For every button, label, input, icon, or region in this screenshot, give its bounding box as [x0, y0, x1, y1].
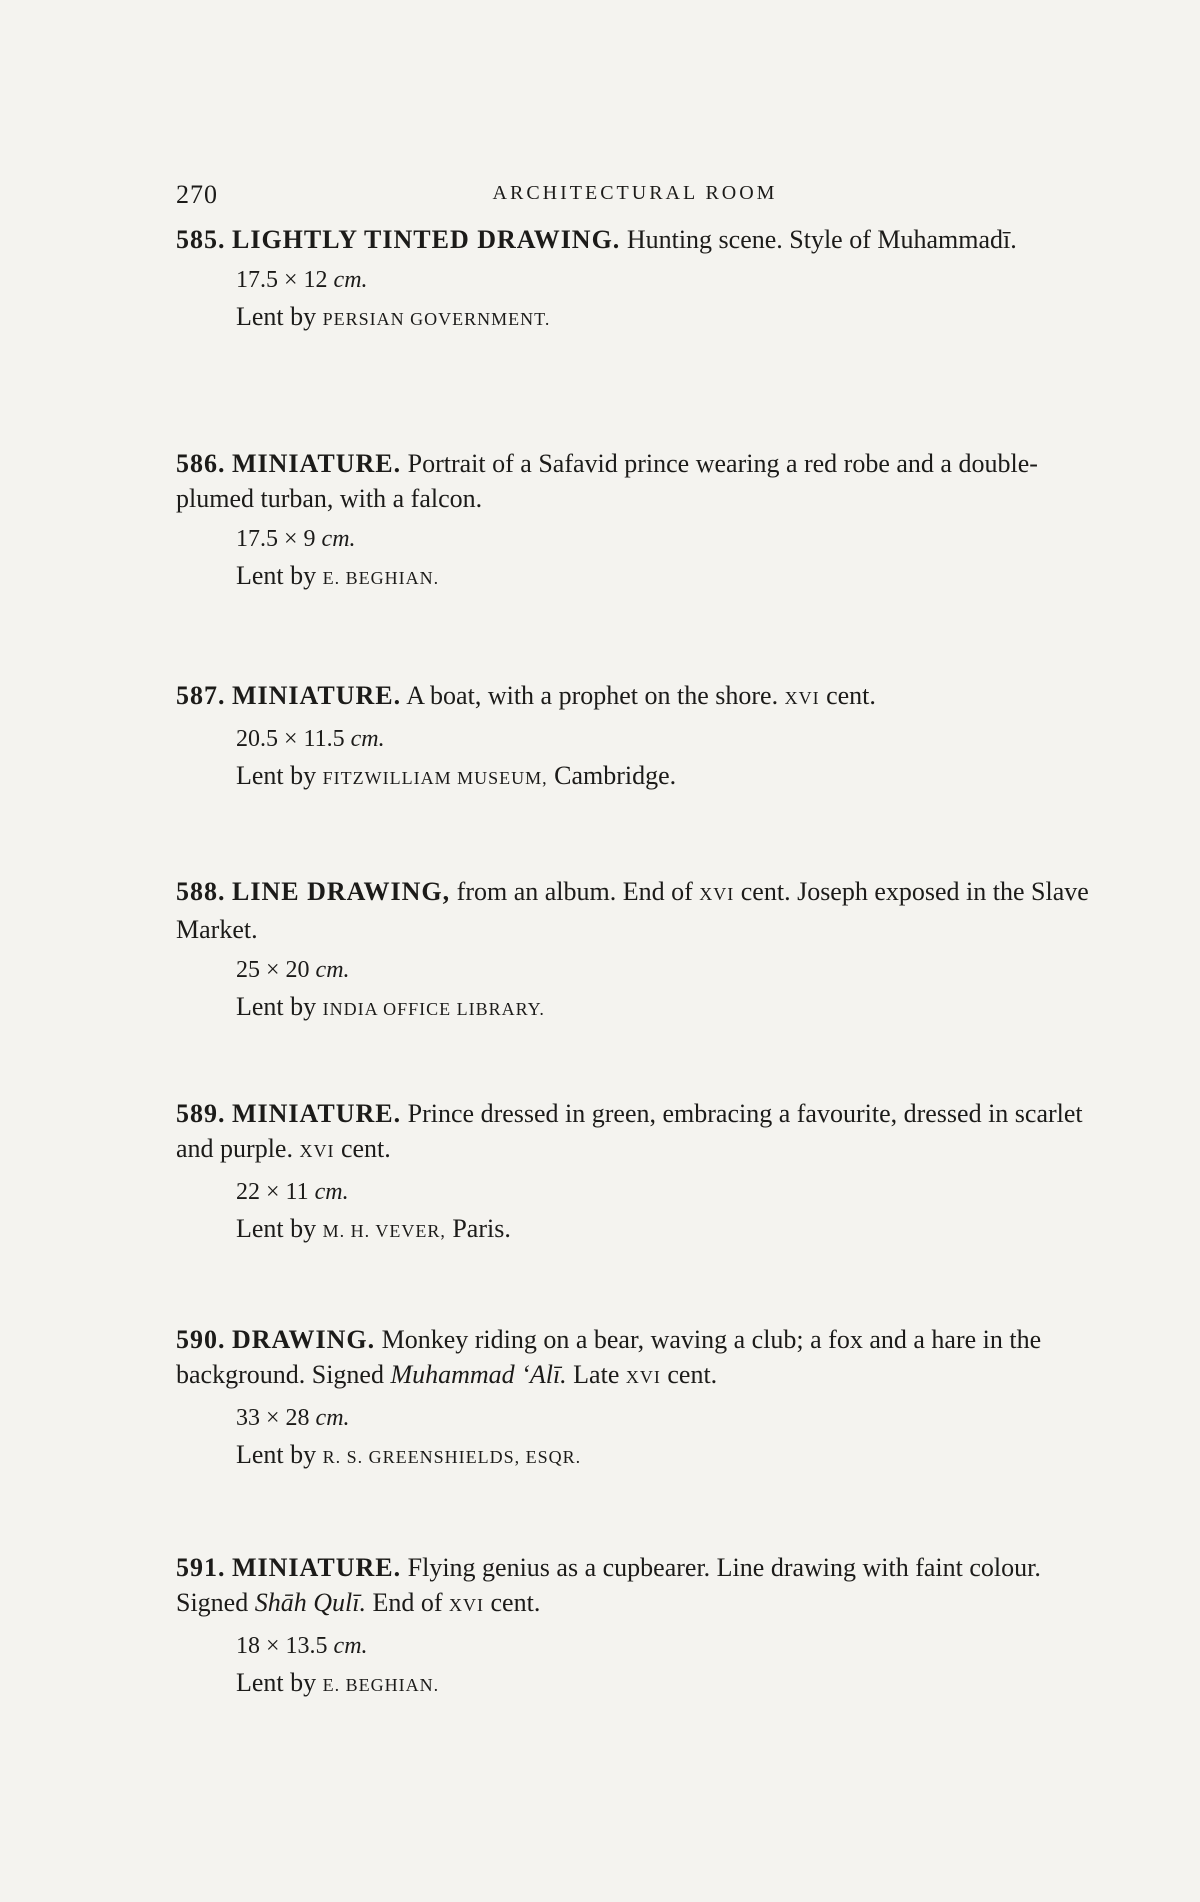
- dimension-values: 18 × 13.5: [236, 1633, 328, 1659]
- entry-description: Monkey riding on a bear, waving a club; a fox and a hare in the background. Signed: [176, 1325, 1042, 1389]
- entry-lender: [236, 1663, 1094, 1705]
- catalogue-entry-586: [176, 446, 1094, 598]
- lender-location: Cambridge.: [554, 761, 677, 790]
- entry-lender: [236, 556, 1094, 598]
- entry-number: 586.: [176, 449, 226, 478]
- lender-name: FITZWILLIAM MUSEUM,: [322, 768, 548, 788]
- entry-text: [176, 1550, 1094, 1623]
- dimension-unit: cm.: [315, 957, 350, 983]
- catalogue-entry-591: [176, 1550, 1094, 1705]
- lender-name: E. BEGHIAN.: [322, 1675, 440, 1695]
- century-numeral: XVI: [784, 688, 820, 708]
- entry-number: 585.: [176, 225, 226, 254]
- lender-name: M. H. VEVER,: [322, 1221, 446, 1241]
- lender-name: INDIA OFFICE LIBRARY.: [322, 999, 545, 1019]
- entry-text: [176, 1322, 1094, 1395]
- entry-number: 587.: [176, 681, 226, 710]
- page-header: [176, 180, 1094, 212]
- lent-by-label: Lent by: [236, 761, 317, 790]
- entry-number: 590.: [176, 1325, 226, 1354]
- entry-title: MINIATURE.: [232, 681, 402, 710]
- dimension-values: 33 × 28: [236, 1405, 310, 1431]
- lent-by-label: Lent by: [236, 561, 317, 590]
- entry-title: MINIATURE.: [232, 1553, 402, 1582]
- entry-text: [176, 1096, 1094, 1169]
- dimension-values: 20.5 × 11.5: [236, 726, 345, 752]
- lender-name: E. BEGHIAN.: [322, 568, 440, 588]
- entry-text: [176, 678, 1094, 716]
- entry-lender: [236, 987, 1094, 1029]
- lender-name: R. S. GREENSHIELDS, ESQR.: [322, 1447, 582, 1467]
- entry-dimensions: [236, 953, 1094, 987]
- catalogue-entry-590: [176, 1322, 1094, 1477]
- dimension-values: 25 × 20: [236, 957, 310, 983]
- entry-dimensions: [236, 522, 1094, 556]
- entry-number: 589.: [176, 1099, 226, 1128]
- entry-description-end: cent. Joseph exposed in the Slave Market.: [176, 877, 1089, 944]
- artist-signature: Muhammad ‘Alī.: [390, 1360, 567, 1389]
- century-numeral: XVI: [299, 1141, 335, 1161]
- entry-text: [176, 446, 1094, 516]
- dimension-unit: cm.: [333, 1633, 368, 1659]
- catalogue-entry-588: [176, 874, 1094, 1029]
- entry-title: MINIATURE.: [232, 449, 402, 478]
- lent-by-label: Lent by: [236, 1668, 317, 1697]
- catalogue-entry-589: [176, 1096, 1094, 1251]
- entry-lender: [236, 297, 1094, 339]
- century-numeral: XVI: [699, 884, 735, 904]
- running-head: ARCHITECTURAL ROOM: [492, 182, 778, 204]
- entry-lender: [236, 1209, 1094, 1251]
- dimension-unit: cm.: [314, 1179, 349, 1205]
- lent-by-label: Lent by: [236, 1214, 317, 1243]
- entry-text: [176, 222, 1094, 257]
- entry-date-prefix: End of: [372, 1588, 443, 1617]
- entry-dimensions: [236, 263, 1094, 297]
- entry-description-end: cent.: [667, 1360, 718, 1389]
- entry-title: LINE DRAWING,: [232, 877, 451, 906]
- entry-dimensions: [236, 722, 1094, 756]
- catalogue-entry-587: [176, 678, 1094, 798]
- entry-title: MINIATURE.: [232, 1099, 402, 1128]
- entry-title: DRAWING.: [232, 1325, 376, 1354]
- dimension-unit: cm.: [350, 726, 385, 752]
- entry-description-end: cent.: [340, 1134, 391, 1163]
- entry-description: A boat, with a prophet on the shore.: [406, 681, 779, 710]
- entry-description-end: cent.: [826, 681, 876, 710]
- dimension-values: 17.5 × 9: [236, 526, 316, 552]
- artist-signature: Shāh Qulī.: [254, 1588, 366, 1617]
- entry-dimensions: [236, 1401, 1094, 1435]
- entry-text: [176, 874, 1094, 947]
- entry-dimensions: [236, 1629, 1094, 1663]
- entry-number: 588.: [176, 877, 226, 906]
- entry-description: Flying genius as a cupbearer. Line drawing with faint colour. Signed: [176, 1553, 1041, 1617]
- entry-dimensions: [236, 1175, 1094, 1209]
- entry-description: Hunting scene. Style of Muhammadī.: [626, 225, 1017, 254]
- entry-description: from an album. End of: [456, 877, 693, 906]
- entry-number: 591.: [176, 1553, 226, 1582]
- catalogue-entry-585: [176, 222, 1094, 339]
- entry-lender: [236, 756, 1094, 798]
- lent-by-label: Lent by: [236, 992, 317, 1021]
- lent-by-label: Lent by: [236, 302, 317, 331]
- dimension-unit: cm.: [315, 1405, 350, 1431]
- entry-description: Portrait of a Safavid prince wearing a red robe and a double-plumed turban, with a falcon.: [176, 449, 1038, 513]
- entry-title: LIGHTLY TINTED DRAWING.: [232, 225, 621, 254]
- dimension-values: 17.5 × 12: [236, 267, 328, 293]
- entry-description-end: cent.: [490, 1588, 541, 1617]
- century-numeral: XVI: [449, 1595, 485, 1615]
- entry-date-prefix: Late: [573, 1360, 620, 1389]
- page-number: 270: [176, 180, 218, 209]
- dimension-values: 22 × 11: [236, 1179, 309, 1205]
- dimension-unit: cm.: [333, 267, 368, 293]
- lender-name: PERSIAN GOVERNMENT.: [322, 309, 551, 329]
- entry-description: Prince dressed in green, embracing a favourite, dressed in scarlet and purple.: [176, 1099, 1083, 1163]
- entry-lender: [236, 1435, 1094, 1477]
- century-numeral: XVI: [625, 1367, 661, 1387]
- lent-by-label: Lent by: [236, 1440, 317, 1469]
- dimension-unit: cm.: [321, 526, 356, 552]
- lender-location: Paris.: [452, 1214, 511, 1243]
